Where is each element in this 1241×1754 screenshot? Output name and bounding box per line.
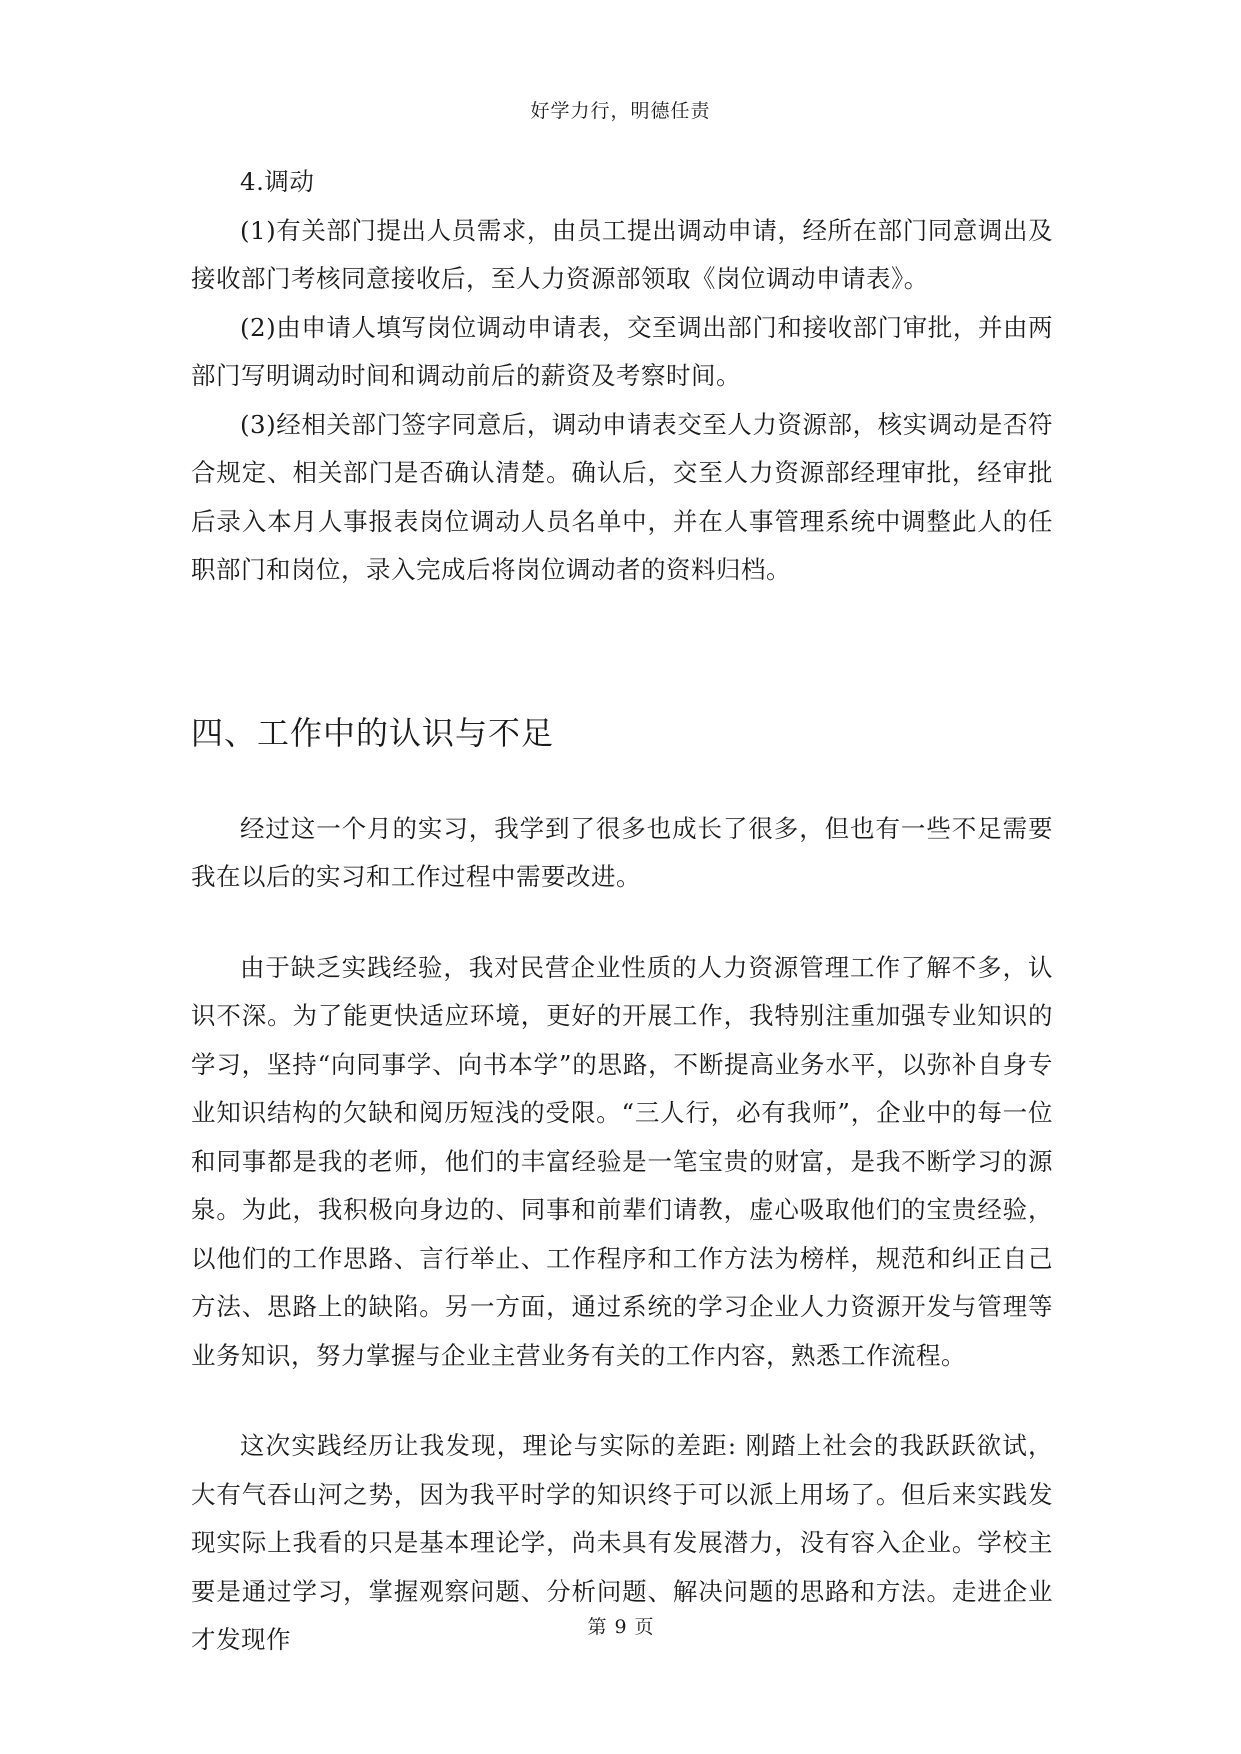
- document-body: [191, 158, 1053, 1665]
- page-prefix: 第: [587, 1616, 607, 1638]
- procedure-step-1: (1)有关部门提出人员需求，由员工提出调动申请，经所在部门同意调出及接收部门考核同意接收后，至人力资源部领取《岗位调动申请表》。: [191, 215, 1053, 293]
- page-suffix: 页: [634, 1616, 654, 1638]
- subsection-heading: 4.调动: [240, 167, 315, 196]
- procedure-step-3: (3)经相关部门签字同意后，调动申请表交至人力资源部，核实调动是否符合规定、相关部门是否确认清楚。确认后，交至人力资源部经理审批，经审批后录入本月人事报表岗位调动人员名单中，并在人事管理系统中调整此人的任职部门和岗位，录入完成后将岗位调动者的资料归档。: [191, 409, 1053, 584]
- running-header: 好学力行，明德任责: [530, 100, 711, 122]
- body-paragraph-2: 由于缺乏实践经验，我对民营企业性质的人力资源管理工作了解不多，认识不深。为了能更快适应环境，更好的开展工作，我特别注重加强专业知识的学习，坚持“向同事学、向书本学”的思路，不断提高业务水平，以弥补自身专业知识结构的欠缺和阅历短浅的受限。“三人行，必有我师”，企业中的每一位和同事都是我的老师，他们的丰富经验是一笔宝贵的财富，是我不断学习的源泉。为此，我积极向身边的、同事和前辈们请教，虚心吸取他们的宝贵经验，以他们的工作思路、言行举止、工作程序和工作方法为榜样，规范和纠正自己方法、思路上的缺陷。另一方面，通过系统的学习企业人力资源开发与管理等业务知识，努力掌握与企业主营业务有关的工作内容，熟悉工作流程。: [191, 952, 1053, 1370]
- page-footer: [0, 1612, 1241, 1639]
- procedure-step-2: (2)由申请人填写岗位调动申请表，交至调出部门和接收部门审批，并由两部门写明调动时间和调动前后的薪资及考察时间。: [191, 312, 1053, 390]
- section-heading: 四、工作中的认识与不足: [191, 713, 555, 752]
- body-paragraph-3: 这次实践经历让我发现，理论与实际的差距: 刚踏上社会的我跃跃欲试，大有气吞山河之势，因为我平时学的知识终于可以派上用场了。但后来实践发现实际上我看的只是基本理论学，尚未具有发展潜力，没有容入企业。学校主要是通过学习，掌握观察问题、分析问题、解决问题的思路和方法。走进企业才发现作: [191, 1431, 1053, 1654]
- body-paragraph-1: 经过这一个月的实习，我学到了很多也成长了很多，但也有一些不足需要我在以后的实习和工作过程中需要改进。: [191, 813, 1053, 891]
- page-number: 9: [614, 1616, 627, 1638]
